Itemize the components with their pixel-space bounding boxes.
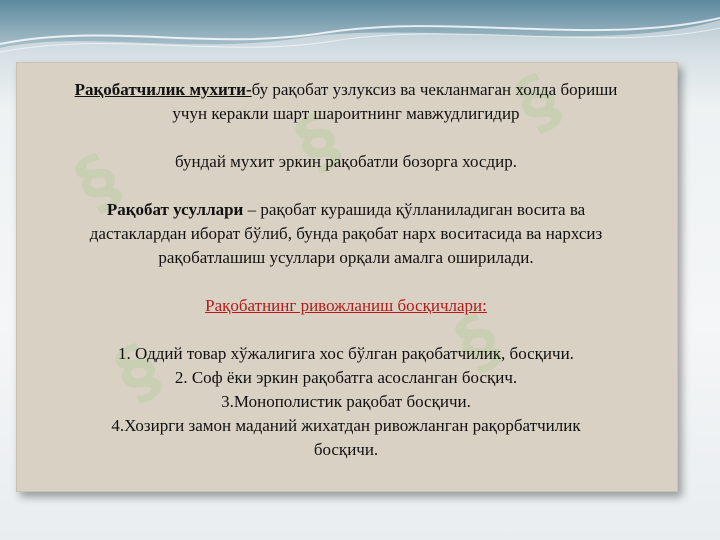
definition-text: бу рақобат узлуксиз ва чекланмаган холда бориши: [251, 80, 618, 99]
methods-line-2: дастаклардан иборат бўлиб, бунда рақобат нарх воситасида ва нархсиз: [89, 224, 603, 243]
methods-line-1: [26, 198, 666, 222]
methods-term: Рақобат усуллари: [106, 200, 244, 219]
stage-item: босқичи.: [313, 440, 379, 459]
stage-item: 3.Монополистик рақобат босқичи.: [221, 392, 471, 411]
spacer: [26, 174, 666, 198]
definition-line-2: учун керакли шарт шароитнинг мавжудлигидир: [172, 104, 520, 123]
spacer: [26, 270, 666, 294]
stage-item: 1. Оддий товар хўжалигига хос бўлган рақобатчилик, босқичи.: [118, 344, 574, 363]
methods-text: – рақобат курашида қўлланиладиган восита ва: [243, 200, 586, 219]
stages-heading: [26, 294, 666, 318]
definition-line-1: [26, 78, 666, 102]
methods-line-3: рақобатлашиш усуллари орқали амалга оширилади.: [158, 248, 534, 267]
environment-line: бундай мухит эркин рақобатли бозорга хосдир.: [175, 152, 517, 171]
stage-item: 2. Соф ёки эркин рақобатга асосланган босқич.: [174, 368, 518, 387]
stages-heading-text: Рақобатнинг ривожланиш босқичлари:: [205, 296, 487, 315]
definition-term: Рақобатчилик мухити-: [74, 80, 252, 99]
stage-item: 4.Хозирги замон маданий жихатдан ривожланган рақорбатчилик: [111, 416, 581, 435]
slide-text: [26, 78, 666, 462]
spacer: [26, 318, 666, 342]
spacer: [26, 126, 666, 150]
